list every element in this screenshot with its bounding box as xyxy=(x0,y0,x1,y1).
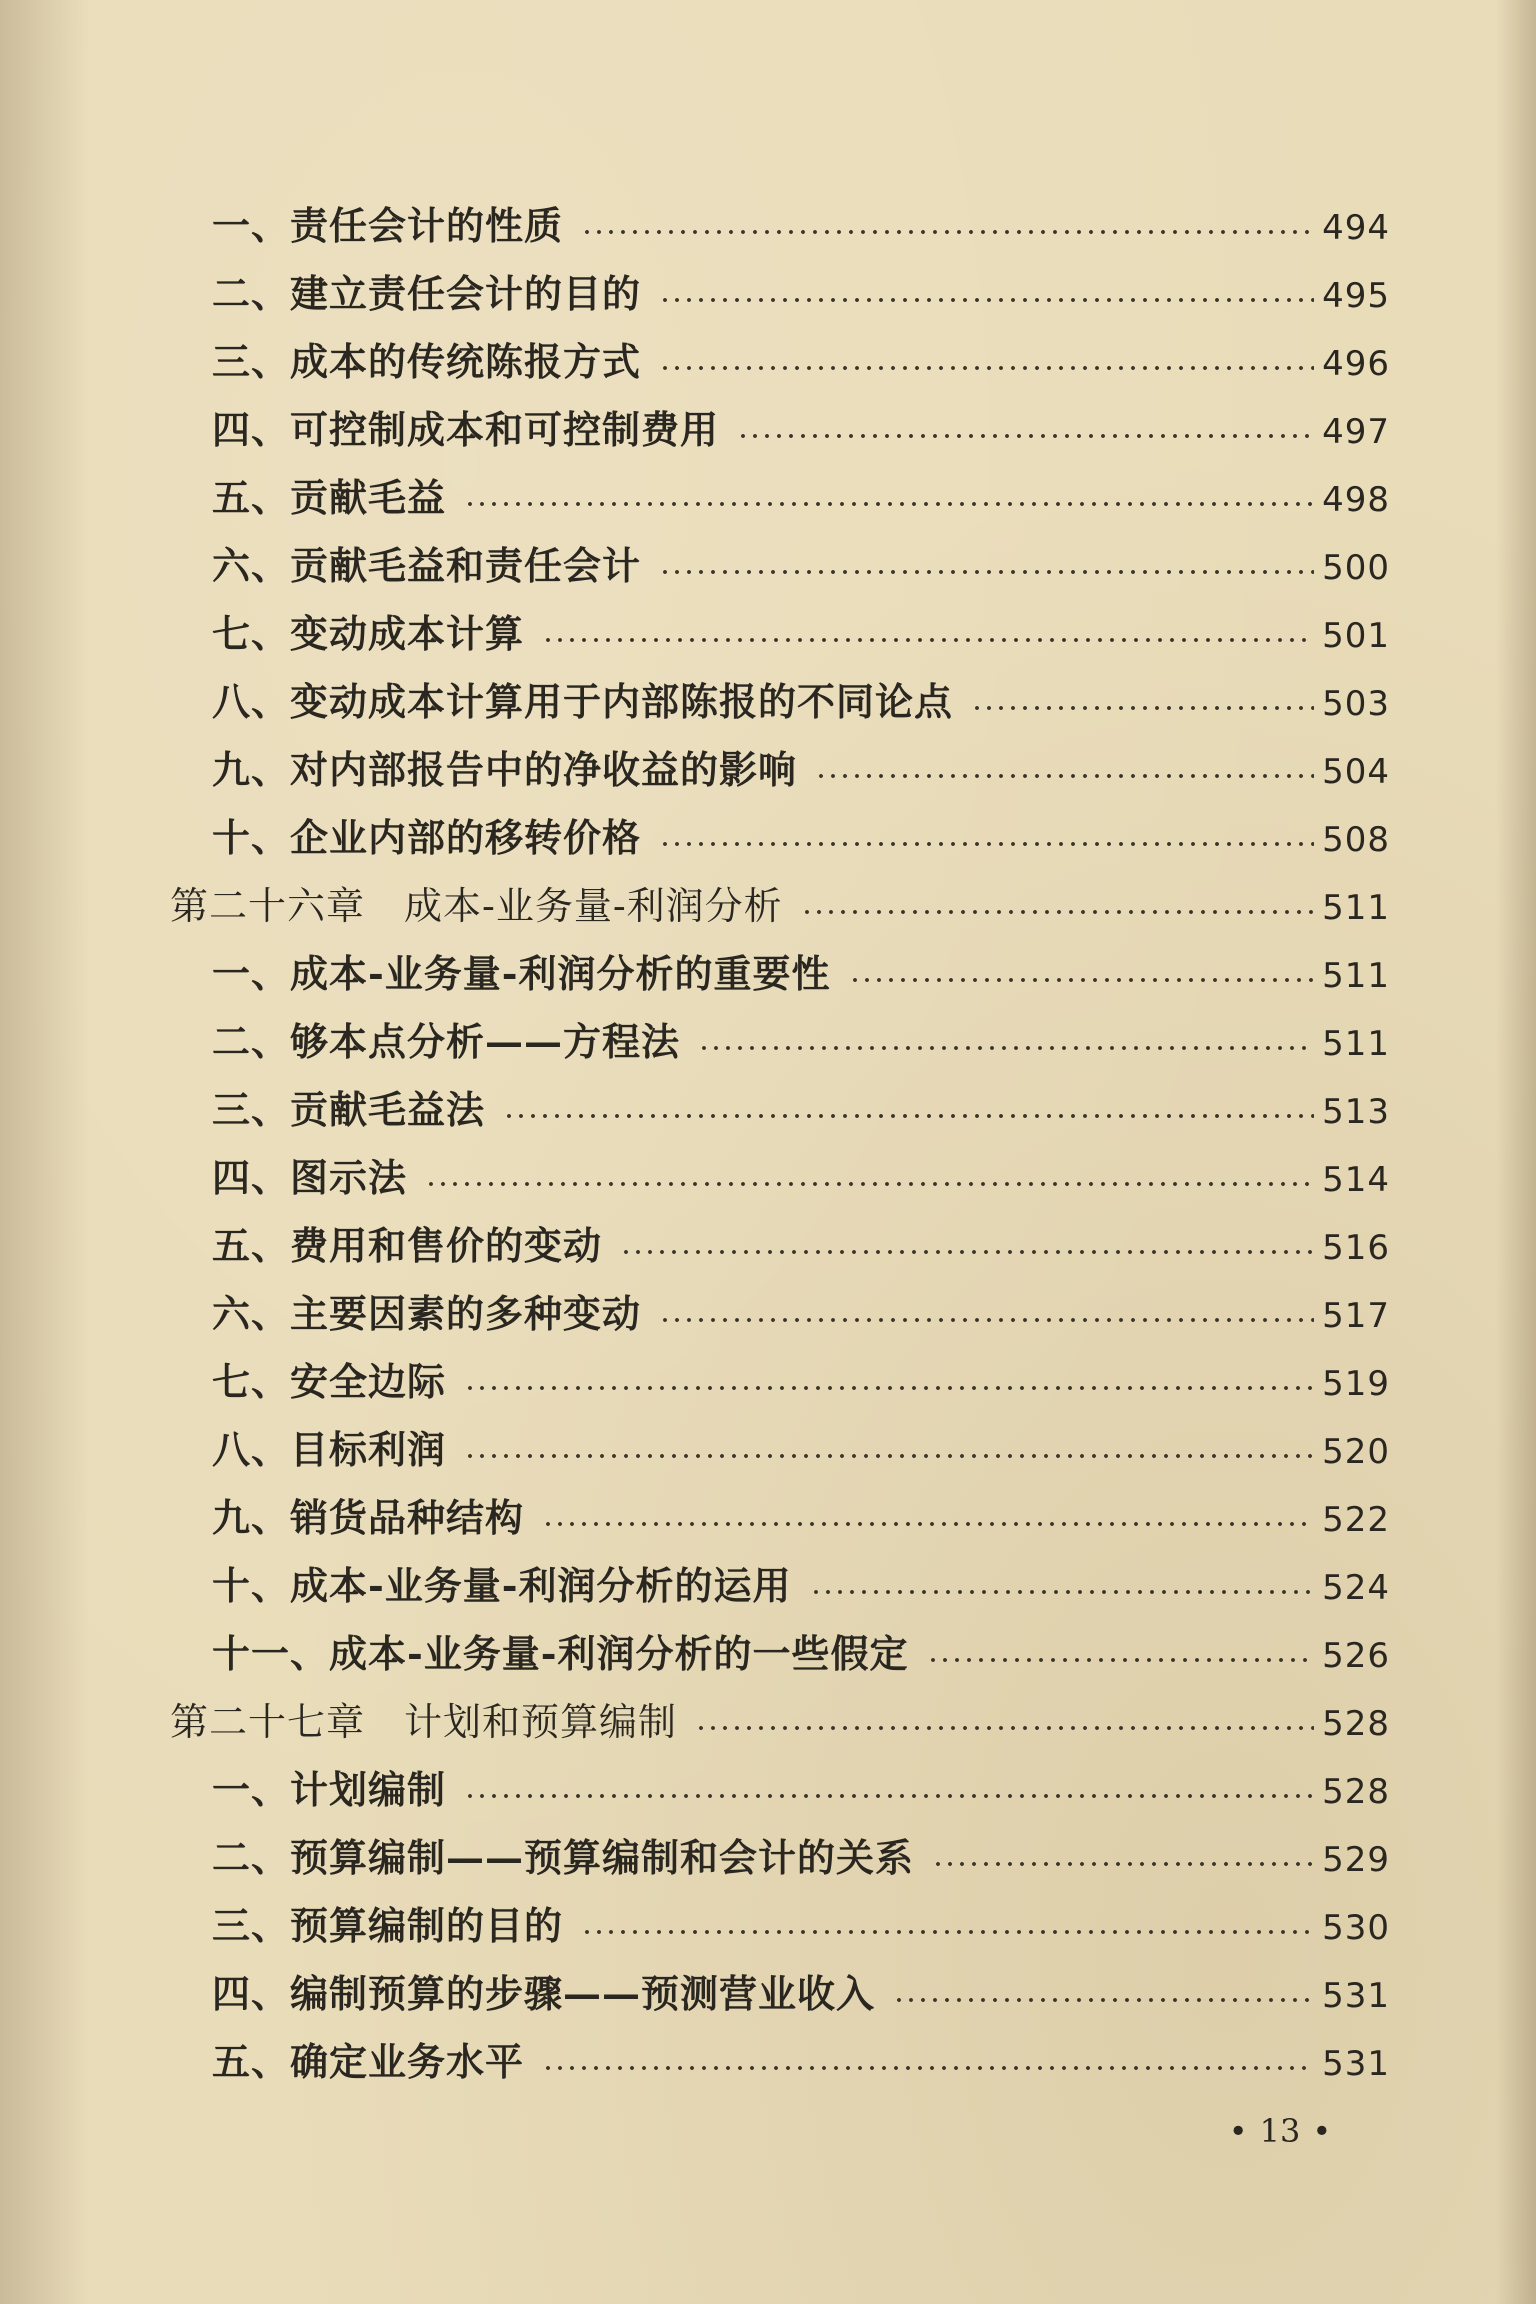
dot-leader xyxy=(815,773,1314,779)
toc-entry-page-number: 501 xyxy=(1322,616,1390,656)
toc-section-entry xyxy=(170,1960,1390,2028)
toc-section-entry xyxy=(170,1416,1390,1484)
dot-leader xyxy=(893,1997,1314,2003)
toc-entry-title: 三、贡献毛益法 xyxy=(212,1087,486,1132)
toc-entry-title: 十、企业内部的移转价格 xyxy=(212,815,642,860)
dot-leader xyxy=(659,569,1314,575)
dot-leader xyxy=(464,1453,1314,1459)
toc-entry-page-number: 504 xyxy=(1322,752,1390,792)
dot-leader xyxy=(737,433,1314,439)
page-footer xyxy=(1200,2112,1360,2150)
dot-leader xyxy=(542,2065,1314,2071)
toc-entry-page-number: 503 xyxy=(1322,684,1390,724)
dot-leader xyxy=(659,365,1314,371)
toc-section-entry xyxy=(170,532,1390,600)
toc-entry-page-number: 516 xyxy=(1322,1228,1390,1268)
toc-entry-page-number: 522 xyxy=(1322,1500,1390,1540)
dot-leader xyxy=(464,1793,1314,1799)
toc-entry-title: 一、计划编制 xyxy=(212,1767,447,1812)
toc-section-entry xyxy=(170,1484,1390,1552)
dot-leader xyxy=(542,637,1314,643)
dot-leader xyxy=(542,1521,1314,1527)
footer-dot-right: • xyxy=(1312,2112,1332,2150)
dot-leader xyxy=(971,705,1314,711)
footer-dot-left: • xyxy=(1228,2112,1248,2150)
toc-entry-title: 六、贡献毛益和责任会计 xyxy=(212,543,642,588)
dot-leader xyxy=(503,1113,1314,1119)
toc-entry-title: 五、费用和售价的变动 xyxy=(212,1223,603,1268)
dot-leader xyxy=(464,1385,1314,1391)
toc-entry-title: 五、确定业务水平 xyxy=(212,2039,525,2084)
toc-entry-page-number: 500 xyxy=(1322,548,1390,588)
toc-entry-title: 四、图示法 xyxy=(212,1155,408,1200)
toc-entry-page-number: 530 xyxy=(1322,1908,1390,1948)
toc-entry-page-number: 520 xyxy=(1322,1432,1390,1472)
toc-entry-title: 二、够本点分析——方程法 xyxy=(212,1019,681,1064)
toc-section-entry xyxy=(170,464,1390,532)
toc-entry-page-number: 511 xyxy=(1322,1024,1390,1064)
toc-section-entry xyxy=(170,940,1390,1008)
toc-section-entry xyxy=(170,1280,1390,1348)
toc-entry-page-number: 531 xyxy=(1322,1976,1390,2016)
toc-section-entry xyxy=(170,1756,1390,1824)
toc-entry-page-number: 528 xyxy=(1322,1704,1390,1744)
toc-section-entry xyxy=(170,1824,1390,1892)
dot-leader xyxy=(659,841,1314,847)
toc-entry-title: 四、编制预算的步骤——预测营业收入 xyxy=(212,1971,876,2016)
toc-entry-page-number: 528 xyxy=(1322,1772,1390,1812)
toc-section-entry xyxy=(170,260,1390,328)
toc-section-entry xyxy=(170,1552,1390,1620)
dot-leader xyxy=(810,1589,1315,1595)
table-of-contents xyxy=(170,192,1390,2096)
toc-entry-title: 六、主要因素的多种变动 xyxy=(212,1291,642,1336)
toc-entry-title: 七、安全边际 xyxy=(212,1359,447,1404)
toc-entry-page-number: 511 xyxy=(1322,888,1390,928)
toc-entry-title: 一、责任会计的性质 xyxy=(212,203,564,248)
toc-entry-title: 五、贡献毛益 xyxy=(212,475,447,520)
toc-entry-title: 九、对内部报告中的净收益的影响 xyxy=(212,747,798,792)
dot-leader xyxy=(695,1725,1314,1731)
dot-leader xyxy=(425,1181,1314,1187)
dot-leader xyxy=(698,1045,1314,1051)
toc-entry-page-number: 513 xyxy=(1322,1092,1390,1132)
toc-section-entry xyxy=(170,668,1390,736)
toc-section-entry xyxy=(170,736,1390,804)
toc-section-entry xyxy=(170,1212,1390,1280)
toc-entry-title: 三、预算编制的目的 xyxy=(212,1903,564,1948)
toc-entry-page-number: 529 xyxy=(1322,1840,1390,1880)
toc-chapter-entry xyxy=(170,872,1390,940)
dot-leader xyxy=(659,297,1314,303)
toc-entry-title: 三、成本的传统陈报方式 xyxy=(212,339,642,384)
toc-entry-page-number: 497 xyxy=(1322,412,1390,452)
dot-leader xyxy=(932,1861,1314,1867)
toc-entry-title: 第二十六章 成本-业务量-利润分析 xyxy=(170,884,783,928)
dot-leader xyxy=(620,1249,1314,1255)
toc-entry-title: 八、变动成本计算用于内部陈报的不同论点 xyxy=(212,679,954,724)
toc-entry-page-number: 531 xyxy=(1322,2044,1390,2084)
toc-entry-page-number: 524 xyxy=(1322,1568,1390,1608)
dot-leader xyxy=(581,1929,1314,1935)
toc-entry-page-number: 511 xyxy=(1322,956,1390,996)
toc-section-entry xyxy=(170,804,1390,872)
toc-entry-page-number: 494 xyxy=(1322,208,1390,248)
dot-leader xyxy=(849,977,1315,983)
toc-entry-title: 七、变动成本计算 xyxy=(212,611,525,656)
dot-leader xyxy=(927,1657,1315,1663)
toc-entry-title: 十、成本-业务量-利润分析的运用 xyxy=(212,1563,792,1608)
toc-section-entry xyxy=(170,2028,1390,2096)
toc-entry-title: 第二十七章 计划和预算编制 xyxy=(170,1700,678,1744)
toc-chapter-entry xyxy=(170,1688,1390,1756)
toc-entry-page-number: 508 xyxy=(1322,820,1390,860)
toc-section-entry xyxy=(170,1348,1390,1416)
toc-section-entry xyxy=(170,1144,1390,1212)
toc-entry-page-number: 495 xyxy=(1322,276,1390,316)
dot-leader xyxy=(581,229,1314,235)
dot-leader xyxy=(659,1317,1314,1323)
dot-leader xyxy=(801,909,1314,915)
toc-section-entry xyxy=(170,1620,1390,1688)
toc-entry-page-number: 496 xyxy=(1322,344,1390,384)
toc-entry-title: 八、目标利润 xyxy=(212,1427,447,1472)
toc-section-entry xyxy=(170,328,1390,396)
page-number: 13 xyxy=(1259,2112,1301,2150)
toc-entry-title: 九、销货品种结构 xyxy=(212,1495,525,1540)
toc-entry-page-number: 519 xyxy=(1322,1364,1390,1404)
toc-entry-page-number: 526 xyxy=(1322,1636,1390,1676)
toc-entry-title: 四、可控制成本和可控制费用 xyxy=(212,407,720,452)
toc-entry-page-number: 517 xyxy=(1322,1296,1390,1336)
toc-entry-title: 十一、成本-业务量-利润分析的一些假定 xyxy=(212,1631,909,1676)
toc-entry-page-number: 498 xyxy=(1322,480,1390,520)
toc-entry-title: 一、成本-业务量-利润分析的重要性 xyxy=(212,951,831,996)
toc-section-entry xyxy=(170,1892,1390,1960)
dot-leader xyxy=(464,501,1314,507)
toc-entry-title: 二、建立责任会计的目的 xyxy=(212,271,642,316)
toc-section-entry xyxy=(170,1076,1390,1144)
toc-section-entry xyxy=(170,600,1390,668)
toc-entry-title: 二、预算编制——预算编制和会计的关系 xyxy=(212,1835,915,1880)
toc-entry-page-number: 514 xyxy=(1322,1160,1390,1200)
toc-section-entry xyxy=(170,192,1390,260)
toc-section-entry xyxy=(170,396,1390,464)
toc-section-entry xyxy=(170,1008,1390,1076)
